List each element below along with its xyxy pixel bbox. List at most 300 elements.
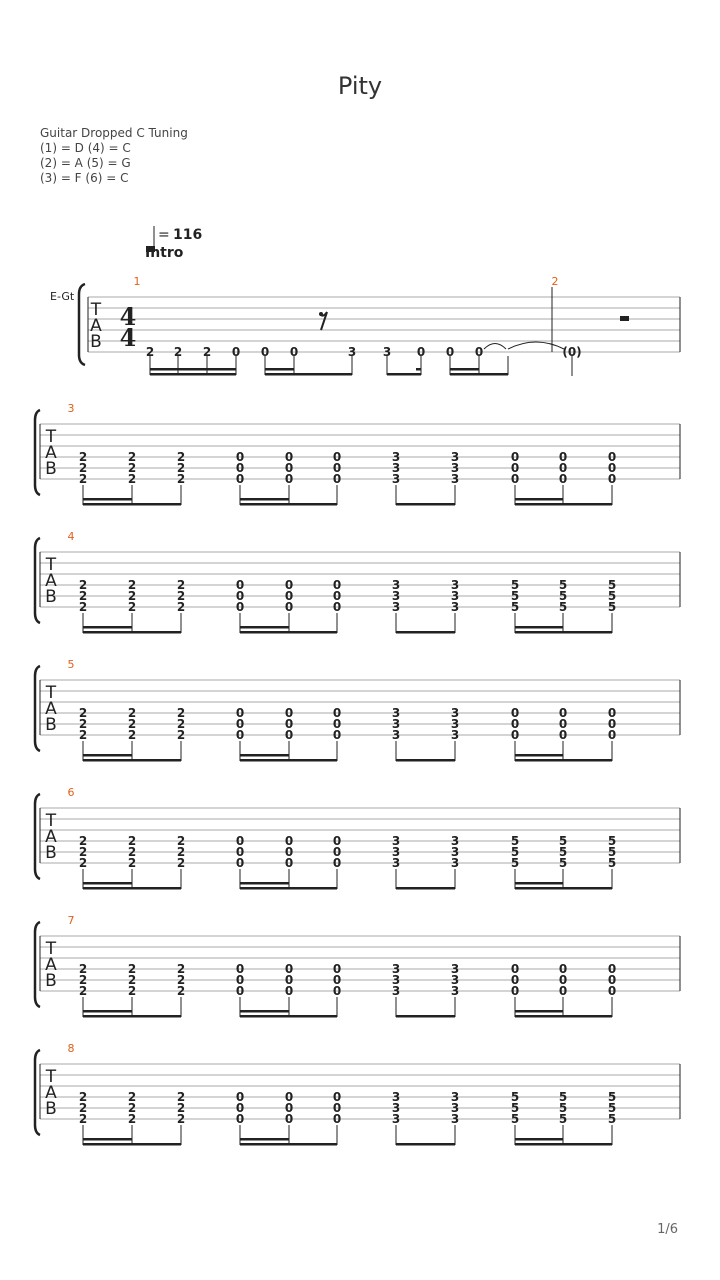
tab-clef-letter: A bbox=[45, 955, 57, 975]
fret-number: 2 bbox=[176, 856, 186, 870]
fret-number: 5 bbox=[510, 1112, 520, 1126]
note-beam bbox=[265, 368, 294, 371]
fret-number: 5 bbox=[558, 1101, 568, 1115]
fret-number: 2 bbox=[78, 973, 88, 987]
fret-number: 5 bbox=[607, 589, 617, 603]
fret-number: 2 bbox=[127, 578, 137, 592]
fret-number: 0 bbox=[332, 578, 342, 592]
fret-number: 0 bbox=[284, 728, 294, 742]
staff-system bbox=[35, 658, 680, 762]
fret-number: 2 bbox=[145, 345, 155, 359]
measure-number: 8 bbox=[67, 1042, 75, 1055]
fret-number: 2 bbox=[127, 984, 137, 998]
fret-number: 2 bbox=[78, 450, 88, 464]
fret-number: 2 bbox=[127, 728, 137, 742]
tuning-line-1: (1) = D (4) = C bbox=[40, 141, 131, 155]
note-beam bbox=[396, 759, 455, 762]
fret-number: 0 bbox=[558, 973, 568, 987]
fret-number: 3 bbox=[391, 450, 401, 464]
note-beam bbox=[515, 1010, 563, 1013]
fret-number: 3 bbox=[450, 984, 460, 998]
fret-number: 5 bbox=[607, 856, 617, 870]
rest-dot bbox=[319, 312, 323, 316]
fret-number: 0 bbox=[231, 345, 241, 359]
fret-number: 0 bbox=[445, 345, 455, 359]
fret-number: 0 bbox=[235, 856, 245, 870]
fret-number: 3 bbox=[391, 706, 401, 720]
fret-number: 3 bbox=[391, 589, 401, 603]
staff-system-1 bbox=[79, 275, 680, 376]
tab-clef-letter: T bbox=[90, 300, 102, 320]
fret-number: 2 bbox=[127, 589, 137, 603]
measure-number: 7 bbox=[67, 914, 75, 927]
note-beam bbox=[515, 498, 563, 501]
fret-number: 5 bbox=[607, 834, 617, 848]
fret-number: 2 bbox=[127, 834, 137, 848]
fret-number: 3 bbox=[450, 461, 460, 475]
fret-number: 5 bbox=[558, 589, 568, 603]
fret-number: 2 bbox=[176, 962, 186, 976]
fret-number: 2 bbox=[78, 1112, 88, 1126]
fret-number: 5 bbox=[558, 1090, 568, 1104]
fret-number: 0 bbox=[284, 984, 294, 998]
fret-number: 3 bbox=[450, 1090, 460, 1104]
fret-number: 5 bbox=[607, 578, 617, 592]
fret-number: 5 bbox=[510, 589, 520, 603]
tempo-value: 116 bbox=[173, 227, 203, 243]
note-beam bbox=[83, 882, 132, 885]
fret-number: 0 bbox=[332, 845, 342, 859]
fret-number: 5 bbox=[607, 1112, 617, 1126]
fret-number: 0 bbox=[235, 1112, 245, 1126]
fret-number: 0 bbox=[332, 973, 342, 987]
fret-number: 2 bbox=[176, 450, 186, 464]
fret-number: 0 bbox=[289, 345, 299, 359]
system-bracket bbox=[35, 666, 40, 751]
fret-number: 0 bbox=[284, 973, 294, 987]
note-beam bbox=[396, 1015, 455, 1018]
fret-number: 5 bbox=[607, 1090, 617, 1104]
note-beam bbox=[515, 1143, 612, 1146]
fret-number: 0 bbox=[510, 728, 520, 742]
note-beam bbox=[416, 368, 421, 371]
fret-number: 2 bbox=[176, 717, 186, 731]
half-rest-icon bbox=[620, 316, 629, 321]
fret-number: 2 bbox=[78, 717, 88, 731]
fret-number: 0 bbox=[284, 962, 294, 976]
note-beam bbox=[450, 368, 479, 371]
fret-number: 2 bbox=[78, 728, 88, 742]
fret-number: 3 bbox=[391, 578, 401, 592]
fret-number: 0 bbox=[607, 450, 617, 464]
fret-number: 0 bbox=[332, 717, 342, 731]
fret-number: 3 bbox=[391, 461, 401, 475]
fret-number: 0 bbox=[607, 973, 617, 987]
instrument-brace bbox=[79, 284, 85, 365]
fret-number: 2 bbox=[173, 345, 183, 359]
fret-number: 0 bbox=[284, 706, 294, 720]
fret-number: 2 bbox=[78, 461, 88, 475]
tied-fret-number: (0) bbox=[562, 345, 582, 359]
fret-number: 5 bbox=[510, 600, 520, 614]
fret-number: 2 bbox=[78, 589, 88, 603]
note-beam bbox=[396, 887, 455, 890]
fret-number: 2 bbox=[176, 600, 186, 614]
note-beam bbox=[450, 373, 508, 376]
fret-number: 0 bbox=[474, 345, 484, 359]
fret-number: 0 bbox=[332, 962, 342, 976]
fret-number: 0 bbox=[284, 472, 294, 486]
fret-number: 2 bbox=[127, 717, 137, 731]
note-beam bbox=[83, 503, 181, 506]
fret-number: 5 bbox=[607, 600, 617, 614]
fret-number: 0 bbox=[235, 973, 245, 987]
fret-number: 2 bbox=[78, 834, 88, 848]
fret-number: 0 bbox=[332, 472, 342, 486]
fret-number: 0 bbox=[235, 578, 245, 592]
fret-number: 2 bbox=[127, 1112, 137, 1126]
fret-number: 0 bbox=[235, 706, 245, 720]
fret-number: 0 bbox=[607, 461, 617, 475]
fret-number: 2 bbox=[127, 845, 137, 859]
fret-number: 3 bbox=[450, 706, 460, 720]
note-beam bbox=[83, 1143, 181, 1146]
fret-number: 0 bbox=[510, 461, 520, 475]
fret-number: 2 bbox=[78, 962, 88, 976]
note-beam bbox=[387, 373, 421, 376]
tab-clef-letter: T bbox=[45, 683, 57, 703]
tuning-line-3: (3) = F (6) = C bbox=[40, 171, 129, 185]
note-beam bbox=[515, 887, 612, 890]
note-beam bbox=[240, 882, 289, 885]
fret-number: 2 bbox=[127, 1101, 137, 1115]
fret-number: 3 bbox=[391, 728, 401, 742]
note-beam bbox=[240, 631, 337, 634]
note-beam bbox=[83, 887, 181, 890]
fret-number: 0 bbox=[332, 600, 342, 614]
measure-number: 2 bbox=[551, 275, 559, 288]
fret-number: 5 bbox=[510, 834, 520, 848]
note-beam bbox=[240, 754, 289, 757]
fret-number: 3 bbox=[450, 600, 460, 614]
fret-number: 2 bbox=[78, 845, 88, 859]
fret-number: 3 bbox=[391, 856, 401, 870]
fret-number: 2 bbox=[78, 600, 88, 614]
note-beam bbox=[515, 1138, 563, 1141]
fret-number: 0 bbox=[284, 461, 294, 475]
fret-number: 3 bbox=[347, 345, 357, 359]
fret-number: 2 bbox=[78, 1090, 88, 1104]
fret-number: 0 bbox=[235, 728, 245, 742]
note-beam bbox=[240, 887, 337, 890]
fret-number: 0 bbox=[416, 345, 426, 359]
note-beam bbox=[83, 754, 132, 757]
note-beam bbox=[240, 1138, 289, 1141]
staff-system bbox=[35, 402, 680, 506]
tab-clef-letter: T bbox=[45, 555, 57, 575]
fret-number: 0 bbox=[284, 834, 294, 848]
fret-number: 0 bbox=[558, 461, 568, 475]
tie-arc bbox=[508, 342, 564, 349]
tab-clef-letter: T bbox=[45, 939, 57, 959]
fret-number: 0 bbox=[235, 472, 245, 486]
fret-number: 0 bbox=[284, 1090, 294, 1104]
fret-number: 5 bbox=[558, 578, 568, 592]
fret-number: 2 bbox=[127, 856, 137, 870]
tab-clef-letter: B bbox=[45, 843, 57, 863]
fret-number: 2 bbox=[202, 345, 212, 359]
note-beam bbox=[83, 1138, 132, 1141]
fret-number: 0 bbox=[332, 589, 342, 603]
fret-number: 2 bbox=[176, 728, 186, 742]
fret-number: 3 bbox=[391, 472, 401, 486]
fret-number: 0 bbox=[607, 472, 617, 486]
fret-number: 0 bbox=[284, 589, 294, 603]
fret-number: 0 bbox=[607, 728, 617, 742]
fret-number: 5 bbox=[510, 578, 520, 592]
fret-number: 3 bbox=[391, 1090, 401, 1104]
fret-number: 3 bbox=[391, 600, 401, 614]
note-beam bbox=[240, 503, 337, 506]
system-bracket bbox=[35, 794, 40, 879]
fret-number: 0 bbox=[510, 973, 520, 987]
fret-number: 2 bbox=[176, 706, 186, 720]
fret-number: 3 bbox=[450, 973, 460, 987]
note-beam bbox=[240, 498, 289, 501]
measure-number: 6 bbox=[67, 786, 75, 799]
fret-number: 0 bbox=[235, 450, 245, 464]
fret-number: 5 bbox=[510, 856, 520, 870]
fret-number: 0 bbox=[510, 472, 520, 486]
tab-clef-letter: T bbox=[45, 1067, 57, 1087]
note-beam bbox=[83, 759, 181, 762]
tab-clef-letter: A bbox=[45, 443, 57, 463]
fret-number: 2 bbox=[176, 578, 186, 592]
tab-clef-letter: B bbox=[45, 971, 57, 991]
tempo-prefix: = bbox=[158, 227, 170, 243]
fret-number: 0 bbox=[558, 717, 568, 731]
fret-number: 2 bbox=[176, 845, 186, 859]
fret-number: 2 bbox=[176, 589, 186, 603]
fret-number: 5 bbox=[558, 845, 568, 859]
fret-number: 0 bbox=[558, 450, 568, 464]
tab-clef-letter: B bbox=[45, 715, 57, 735]
fret-number: 0 bbox=[558, 984, 568, 998]
fret-number: 0 bbox=[558, 706, 568, 720]
fret-number: 0 bbox=[260, 345, 270, 359]
fret-number: 3 bbox=[391, 984, 401, 998]
time-signature-bottom: 4 bbox=[119, 323, 137, 352]
fret-number: 3 bbox=[391, 834, 401, 848]
fret-number: 0 bbox=[510, 984, 520, 998]
fret-number: 2 bbox=[176, 834, 186, 848]
staff-system bbox=[35, 530, 680, 634]
song-title: Pity bbox=[337, 72, 383, 100]
system-bracket bbox=[35, 922, 40, 1007]
tuning-line-2: (2) = A (5) = G bbox=[40, 156, 131, 170]
fret-number: 0 bbox=[510, 717, 520, 731]
fret-number: 3 bbox=[391, 973, 401, 987]
fret-number: 0 bbox=[510, 706, 520, 720]
note-beam bbox=[515, 1015, 612, 1018]
fret-number: 0 bbox=[284, 578, 294, 592]
tie-arc bbox=[484, 344, 506, 350]
fret-number: 2 bbox=[127, 706, 137, 720]
fret-number: 0 bbox=[332, 1090, 342, 1104]
fret-number: 3 bbox=[450, 728, 460, 742]
fret-number: 2 bbox=[127, 600, 137, 614]
fret-number: 0 bbox=[332, 834, 342, 848]
tab-clef-letter: A bbox=[90, 316, 102, 336]
staff-system bbox=[35, 786, 680, 890]
fret-number: 0 bbox=[332, 1101, 342, 1115]
note-beam bbox=[83, 498, 132, 501]
tab-clef-letter: A bbox=[45, 827, 57, 847]
fret-number: 5 bbox=[510, 1101, 520, 1115]
tab-clef-letter: T bbox=[45, 811, 57, 831]
fret-number: 0 bbox=[235, 600, 245, 614]
note-beam bbox=[515, 882, 563, 885]
system-bracket bbox=[35, 1050, 40, 1135]
instrument-label: E-Gt bbox=[50, 290, 75, 303]
fret-number: 0 bbox=[558, 962, 568, 976]
fret-number: 5 bbox=[558, 600, 568, 614]
note-beam bbox=[396, 1143, 455, 1146]
note-beam bbox=[83, 1015, 181, 1018]
fret-number: 0 bbox=[235, 1101, 245, 1115]
note-beam bbox=[150, 373, 236, 376]
fret-number: 0 bbox=[235, 962, 245, 976]
fret-number: 0 bbox=[284, 450, 294, 464]
fret-number: 0 bbox=[558, 472, 568, 486]
note-beam bbox=[515, 759, 612, 762]
fret-number: 3 bbox=[450, 450, 460, 464]
fret-number: 0 bbox=[284, 1101, 294, 1115]
fret-number: 5 bbox=[510, 1090, 520, 1104]
note-beam bbox=[396, 631, 455, 634]
fret-number: 3 bbox=[450, 834, 460, 848]
fret-number: 5 bbox=[558, 1112, 568, 1126]
note-beam bbox=[240, 1010, 289, 1013]
measure-number: 3 bbox=[67, 402, 75, 415]
note-beam bbox=[515, 503, 612, 506]
measure-number: 4 bbox=[67, 530, 75, 543]
fret-number: 0 bbox=[235, 845, 245, 859]
fret-number: 3 bbox=[450, 1101, 460, 1115]
fret-number: 0 bbox=[235, 461, 245, 475]
fret-number: 3 bbox=[450, 578, 460, 592]
fret-number: 0 bbox=[332, 728, 342, 742]
time-signature-top: 4 bbox=[119, 302, 137, 331]
fret-number: 5 bbox=[510, 845, 520, 859]
note-beam bbox=[240, 759, 337, 762]
fret-number: 0 bbox=[332, 856, 342, 870]
fret-number: 2 bbox=[78, 578, 88, 592]
fret-number: 5 bbox=[607, 1101, 617, 1115]
fret-number: 0 bbox=[510, 450, 520, 464]
fret-number: 0 bbox=[235, 589, 245, 603]
fret-number: 0 bbox=[332, 1112, 342, 1126]
fret-number: 0 bbox=[284, 600, 294, 614]
fret-number: 2 bbox=[127, 1090, 137, 1104]
page-number: 1/6 bbox=[657, 1222, 678, 1237]
fret-number: 3 bbox=[450, 1112, 460, 1126]
system-bracket bbox=[35, 538, 40, 623]
fret-number: 3 bbox=[450, 472, 460, 486]
note-beam bbox=[83, 1010, 132, 1013]
note-beam bbox=[515, 754, 563, 757]
fret-number: 0 bbox=[235, 834, 245, 848]
fret-number: 2 bbox=[176, 984, 186, 998]
fret-number: 0 bbox=[607, 706, 617, 720]
fret-number: 0 bbox=[510, 962, 520, 976]
tuning-name: Guitar Dropped C Tuning bbox=[40, 126, 188, 140]
note-beam bbox=[265, 373, 352, 376]
note-beam bbox=[515, 631, 612, 634]
fret-number: 2 bbox=[78, 984, 88, 998]
section-marker: Intro bbox=[145, 245, 184, 261]
note-beam bbox=[396, 503, 455, 506]
fret-number: 2 bbox=[176, 1090, 186, 1104]
fret-number: 0 bbox=[607, 984, 617, 998]
fret-number: 0 bbox=[607, 962, 617, 976]
fret-number: 3 bbox=[450, 962, 460, 976]
measure-number: 5 bbox=[67, 658, 75, 671]
fret-number: 2 bbox=[176, 1101, 186, 1115]
fret-number: 2 bbox=[176, 472, 186, 486]
fret-number: 2 bbox=[127, 461, 137, 475]
fret-number: 0 bbox=[235, 717, 245, 731]
fret-number: 0 bbox=[607, 717, 617, 731]
staff-system bbox=[35, 914, 680, 1018]
fret-number: 3 bbox=[391, 962, 401, 976]
fret-number: 5 bbox=[558, 856, 568, 870]
system-bracket bbox=[35, 410, 40, 495]
tab-clef-letter: T bbox=[45, 427, 57, 447]
fret-number: 5 bbox=[558, 834, 568, 848]
fret-number: 3 bbox=[382, 345, 392, 359]
note-beam bbox=[240, 626, 289, 629]
fret-number: 2 bbox=[176, 1112, 186, 1126]
fret-number: 3 bbox=[391, 1101, 401, 1115]
fret-number: 0 bbox=[284, 856, 294, 870]
note-beam bbox=[83, 631, 181, 634]
fret-number: 0 bbox=[284, 845, 294, 859]
note-beam bbox=[150, 368, 236, 371]
tab-clef-letter: B bbox=[45, 459, 57, 479]
staff-systems bbox=[35, 402, 680, 1146]
tab-clef-letter: A bbox=[45, 571, 57, 591]
tab-clef-letter: B bbox=[90, 332, 102, 352]
measure-number: 1 bbox=[133, 275, 141, 288]
fret-number: 2 bbox=[176, 461, 186, 475]
tab-clef-letter: A bbox=[45, 699, 57, 719]
fret-number: 3 bbox=[450, 845, 460, 859]
note-beam bbox=[240, 1015, 337, 1018]
fret-number: 2 bbox=[127, 973, 137, 987]
fret-number: 0 bbox=[284, 1112, 294, 1126]
fret-number: 2 bbox=[78, 472, 88, 486]
fret-number: 0 bbox=[235, 1090, 245, 1104]
fret-number: 2 bbox=[78, 706, 88, 720]
tab-clef-letter: A bbox=[45, 1083, 57, 1103]
fret-number: 0 bbox=[332, 706, 342, 720]
fret-number: 3 bbox=[450, 589, 460, 603]
fret-number: 3 bbox=[391, 1112, 401, 1126]
fret-number: 3 bbox=[391, 845, 401, 859]
fret-number: 0 bbox=[332, 461, 342, 475]
fret-number: 0 bbox=[332, 450, 342, 464]
